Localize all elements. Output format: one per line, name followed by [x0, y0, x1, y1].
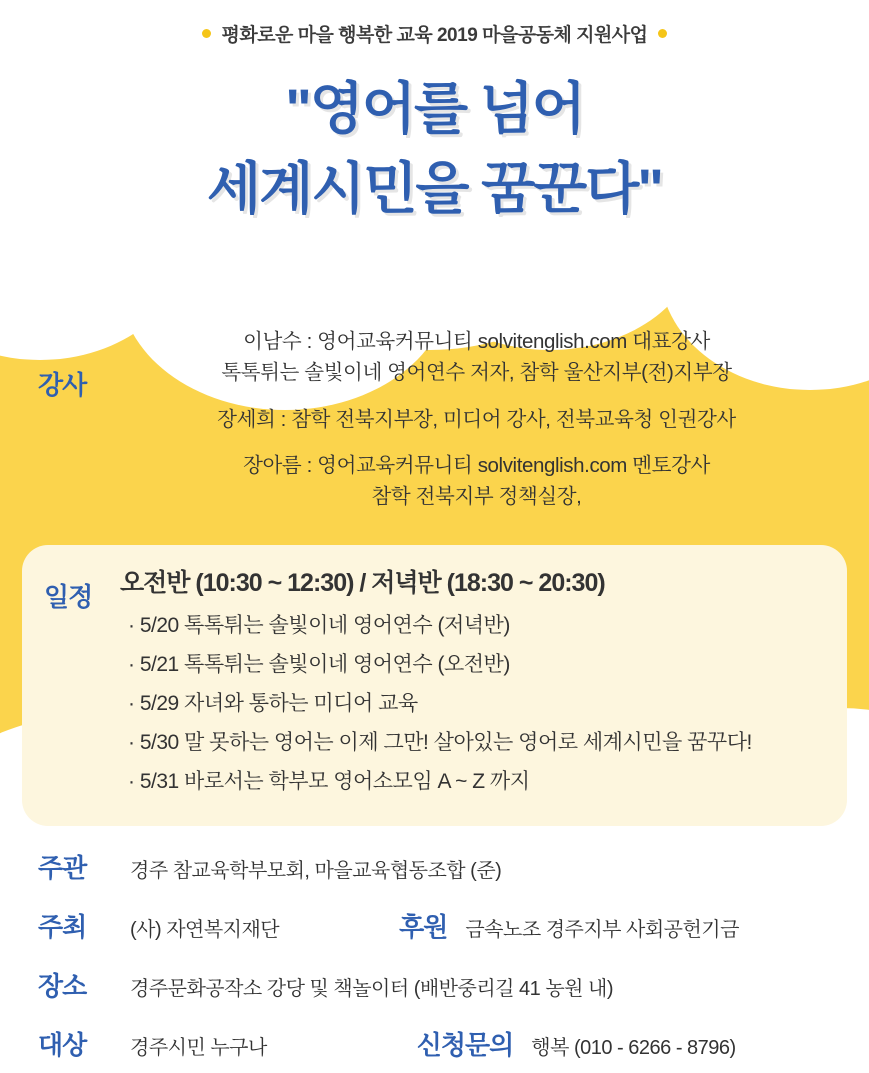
lecturer-main: 장아름 : 영어교육커뮤니티 solvitenglish.com 멘토강사 [243, 454, 710, 478]
schedule-body [120, 563, 825, 804]
contact-label: 신청문의 [416, 1029, 514, 1060]
title-line-2: 세계시민을 꿈꾼다" [207, 157, 662, 220]
lecturer-entry [130, 327, 823, 389]
schedule-item: · 5/29 자녀와 통하는 미디어 교육 [128, 691, 418, 715]
lecturers-section [0, 327, 869, 529]
sponsor-label: 후원 [399, 911, 448, 942]
lecturer-sub: 톡톡튀는 솔빛이네 영어연수 저자, 참학 울산지부(전)지부장 [221, 360, 732, 384]
title-line-1: "영어를 넘어 [285, 77, 584, 140]
host-value: (사) 자연복지재단 [130, 918, 280, 941]
dot-icon [202, 29, 211, 38]
dot-icon [658, 29, 667, 38]
lecturer-main: 장세희 : 참학 전북지부장, 미디어 강사, 전북교육청 인권강사 [217, 407, 736, 431]
target-value: 경주시민 누구나 [130, 1036, 267, 1059]
info-row-organizer [38, 848, 839, 885]
host-label: 주최 [38, 911, 87, 942]
page-title [0, 77, 869, 220]
schedule-item: · 5/30 말 못하는 영어는 이제 그만! 살아있는 영어로 세계시민을 꿈꾸다! [128, 730, 752, 754]
target-label: 대상 [38, 1029, 87, 1060]
organizer-label: 주관 [38, 852, 87, 883]
schedule-heading: 오전반 (10:30 ~ 12:30) / 저녁반 (18:30 ~ 20:30) [120, 568, 605, 597]
sponsor-value: 금속노조 경주지부 사회공헌기금 [465, 918, 739, 941]
place-value: 경주문화공작소 강당 및 책놀이터 (배반중리길 41 농원 내) [130, 977, 614, 1000]
kicker-text: 평화로운 마을 행복한 교육 2019 마을공동체 지원사업 [221, 25, 648, 46]
schedule-label: 일정 [44, 581, 93, 612]
organizer-value: 경주 참교육학부모회, 마을교육협동조합 (준) [130, 859, 502, 882]
info-row-place [38, 966, 839, 1003]
schedule-item: · 5/31 바로서는 학부모 영어소모임 A ~ Z 까지 [128, 769, 530, 793]
info-section [0, 848, 869, 1062]
schedule-item: · 5/20 톡톡튀는 솔빛이네 영어연수 (저녁반) [128, 613, 510, 637]
lecturer-entry [130, 405, 823, 436]
place-label: 장소 [38, 970, 87, 1001]
lecturer-sub: 참학 전북지부 정책실장, [371, 485, 582, 508]
poster-kicker [0, 0, 869, 47]
schedule-card [22, 545, 847, 826]
info-row-target [38, 1025, 839, 1062]
info-row-host [38, 907, 839, 944]
lecturer-entry [130, 451, 823, 513]
lecturers-label: 강사 [38, 370, 87, 400]
schedule-item: · 5/21 톡톡튀는 솔빛이네 영어연수 (오전반) [128, 652, 510, 676]
lecturer-main: 이남수 : 영어교육커뮤니티 solvitenglish.com 대표강사 [243, 330, 710, 353]
contact-value: 행복 (010 - 6266 - 8796) [531, 1036, 736, 1059]
lecturers-body [130, 327, 869, 529]
